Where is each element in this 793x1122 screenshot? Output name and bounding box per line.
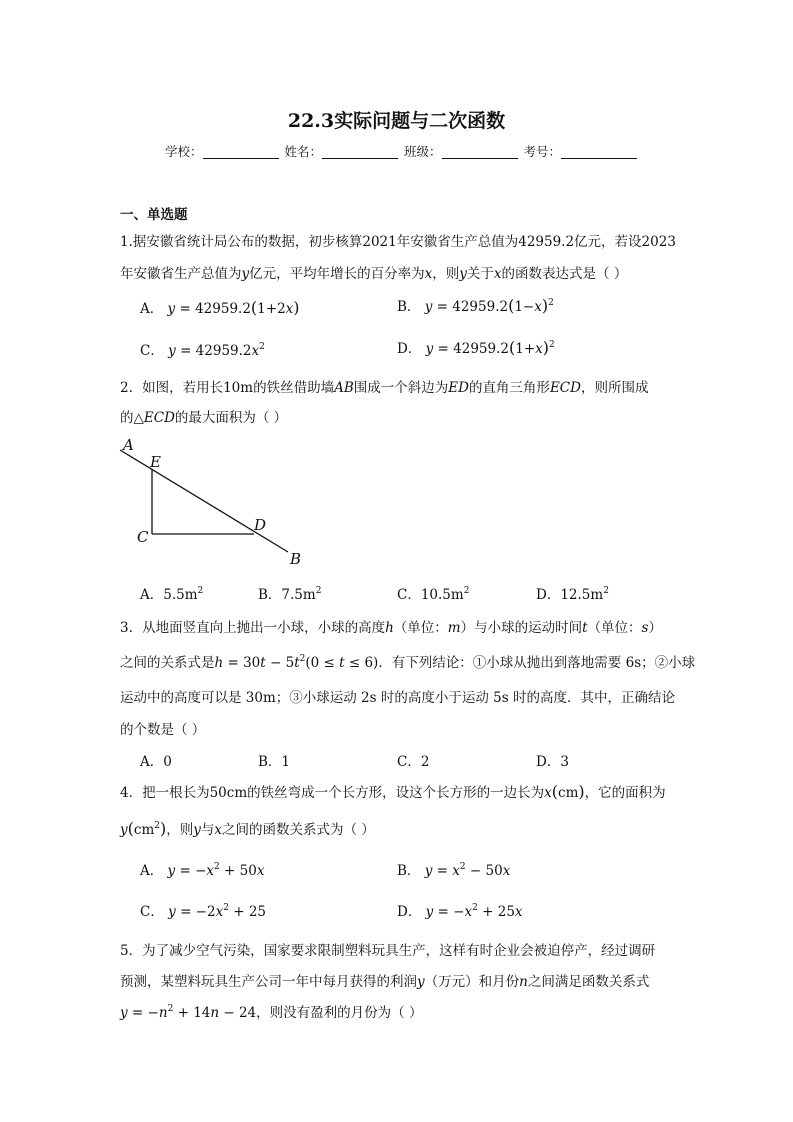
q1-option-a[interactable]: A． y = 42959.2(1+2x) — [140, 298, 300, 317]
q2-line1: 2．如图，若用长10m的铁丝借助墙AB围成一个斜边为ED的直角三角形ECD，则所围成 — [120, 380, 649, 396]
q1-option-b[interactable]: B． $y = 42959.2(1-x)^2$ — [397, 296, 554, 315]
class-blank — [442, 146, 518, 159]
q3-option-c[interactable]: C．2 — [397, 754, 430, 770]
point-label-e: E — [150, 453, 161, 471]
q5-line2: 预测，某塑料玩具生产公司一年中每月获得的利润y（万元）和月份n之间满足函数关系式 — [120, 974, 650, 990]
point-label-d: D — [254, 516, 267, 534]
q3-option-d[interactable]: D．3 — [536, 754, 569, 770]
q3-line4: 的个数是（ ） — [120, 722, 206, 738]
q1-option-d[interactable]: D． $y = 42959.2(1+x)^2$ — [397, 338, 555, 357]
section-heading: 一、单选题 — [120, 207, 188, 223]
point-label-c: C — [137, 528, 149, 546]
q2-option-d[interactable]: D．$12.5m^2$ — [536, 586, 609, 603]
q5-line3: $y = -n^2 + 14n - 24$，则没有盈利的月份为（ ） — [120, 1004, 423, 1021]
exam-no-blank — [561, 146, 637, 159]
page-title: 22.3实际问题与二次函数 — [287, 110, 506, 132]
q4-line1: 4．把一根长为50cm的铁丝弯成一个长方形，设这个长方形的一边长为x(cm)，它的面积为 — [120, 782, 666, 801]
exam-no-label: 考号： — [523, 144, 562, 159]
q1-line1: 1.据安徽省统计局公布的数据，初步核算2021年安徽省生产总值为42959.2亿元，若设2023 — [120, 234, 676, 250]
student-info-line — [165, 142, 639, 160]
q3-line2: 之间的关系式是$h = 30t - 5t^2(0 \le t \le 6)$．有下列结论：①小球从抛出到落地需要 6s；②小球 — [120, 654, 696, 671]
q5-line1: 5．为了减少空气污染，国家要求限制塑料玩具生产，这样有时企业会被迫停产，经过调研 — [120, 943, 656, 959]
q4-option-b[interactable]: B． $y = x^2 - 50x$ — [397, 862, 511, 879]
q1-line2: 年安徽省生产总值为y亿元，平均年增长的百分率为x，则y关于x的函数表达式是（ ） — [120, 266, 628, 282]
q2-option-b[interactable]: B．$7.5m^2$ — [258, 586, 322, 603]
point-label-a: A — [123, 436, 134, 454]
q4-option-a[interactable]: A． $y = -x^2 + 50x$ — [140, 862, 265, 879]
q4-option-d[interactable]: D． $y = -x^2 + 25x$ — [397, 903, 523, 920]
class-label: 班级： — [404, 144, 442, 159]
q3-line1: 3．从地面竖直向上抛出一小球，小球的高度h（单位：m）与小球的运动时间t（单位：s） — [120, 620, 662, 636]
school-label: 学校： — [165, 144, 203, 159]
q2-option-a[interactable]: A．$5.5m^2$ — [140, 586, 204, 603]
q4-line2: $y(cm^2)$，则y与x之间的函数关系式为（ ） — [120, 819, 375, 838]
q1-option-c[interactable]: C． $y = 42959.2x^2$ — [140, 342, 265, 359]
q3-line3: 运动中的高度可以是 30m；③小球运动 2s 时的高度小于运动 5s 时的高度．其中，正确结论 — [120, 690, 675, 706]
q4-option-c[interactable]: C． $y = -2x^2 + 25$ — [140, 903, 267, 920]
point-label-b: B — [290, 550, 302, 568]
q3-option-a[interactable]: A．0 — [140, 754, 172, 770]
q2-figure — [110, 432, 310, 572]
q2-line2: 的△ECD的最大面积为（ ） — [120, 410, 288, 426]
q3-option-b[interactable]: B．1 — [258, 754, 291, 770]
name-label: 姓名： — [284, 144, 323, 159]
q2-option-c[interactable]: C．$10.5m^2$ — [397, 586, 470, 603]
name-blank — [322, 146, 398, 159]
school-blank — [203, 146, 279, 159]
